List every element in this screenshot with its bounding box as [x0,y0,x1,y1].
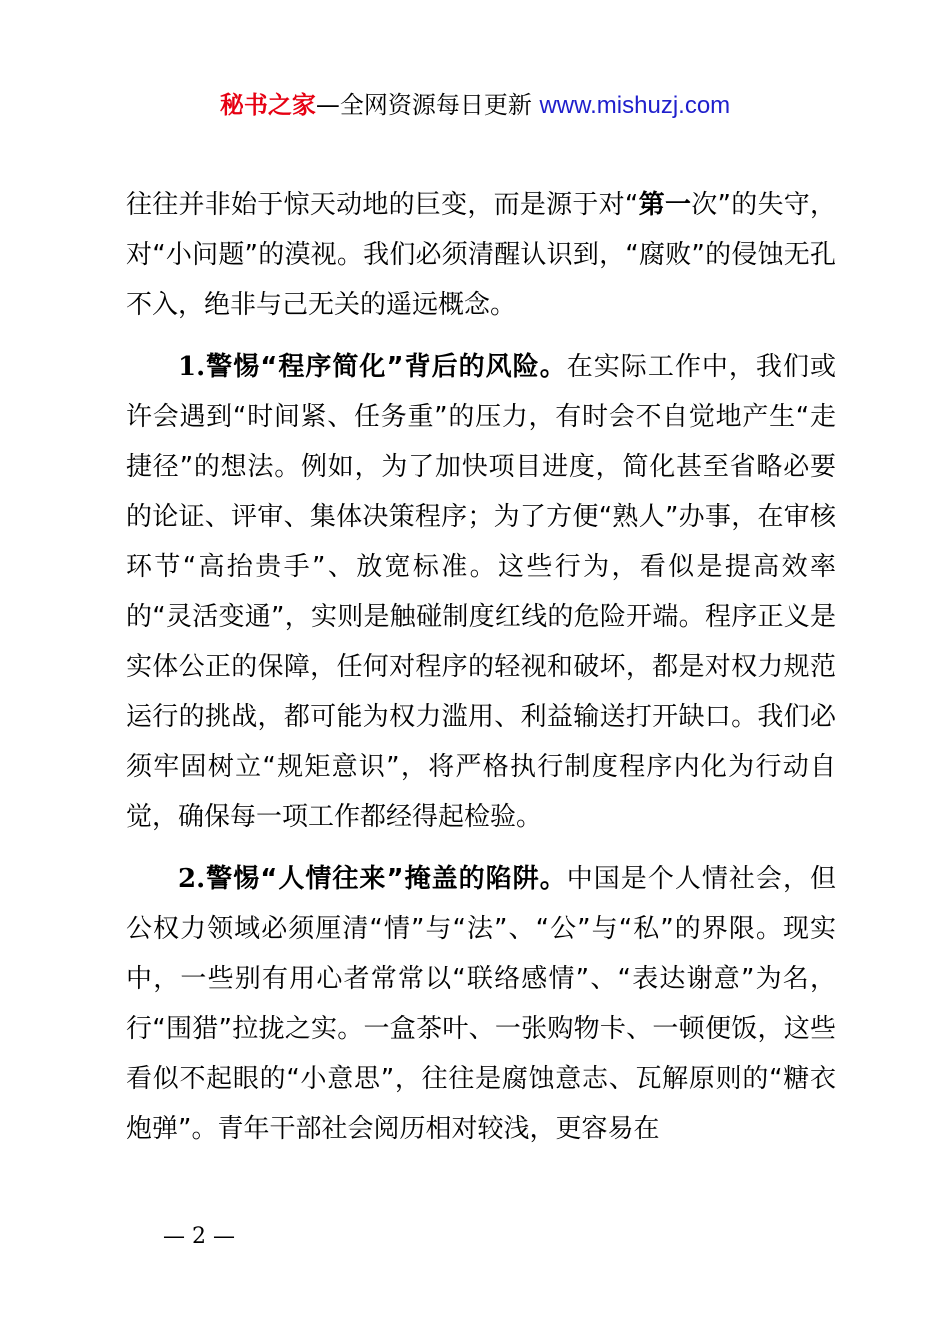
page-number: — 2 — [163,1224,235,1249]
section-number: 2. [178,864,206,894]
paragraph-text: 在实际工作中，我们或许会遇到“时间紧、任务重”的压力，有时会不自觉地产生“走捷径”的想法。例如，为了加快项目进度，简化甚至省略必要的论证、评审、集体决策程序；为了方便“熟人”办事，在审核环节“高抬贵手”、放宽标准。这些行为，看似是提高效率的“灵活变通”，实则是触碰制度红线的危险开端。程序正义是实体公正的保障，任何对程序的轻视和破坏，都是对权力规范运行的挑战，都可能为权力滥用、利益输送打开缺口。我们必须牢固树立“规矩意识”，将严格执行制度程序内化为行动自觉，确保每一项工作都经得起检验。 [126,352,836,832]
site-url-link[interactable]: www.mishuzj.com [539,92,731,119]
header-slogan: —全网资源每日更新 [315,91,540,119]
paragraph-section-1 [126,342,836,842]
paragraph-text: 中国是个人情社会，但公权力领域必须厘清“情”与“法”、“公”与“私”的界限。现实中，一些别有用心者常常以“联络感情”、“表达谢意”为名，行“围猎”拉拢之实。一盒茶叶、一张购物卡、一顿便饭，这些看似不起眼的“小意思”，往往是腐蚀意志、瓦解原则的“糖衣炮弹”。青年干部社会阅历相对较浅，更容易在 [126,864,836,1144]
brand-name: 秘书之家 [219,91,316,119]
paragraph-text: 次”的失守，对“小问题”的漠视。我们必须清醒认识到，“腐败”的侵蚀无孔不入，绝非与己无关的遥远概念。 [126,190,836,320]
document-body [126,180,836,1166]
site-header [0,88,950,123]
section-title: 警惕“人情往来”掩盖的陷阱。 [205,864,567,894]
section-number: 1. [178,352,206,382]
paragraph-section-2 [126,854,836,1154]
section-heading [178,864,567,894]
paragraph-continuation [126,180,836,330]
section-heading [178,352,567,382]
emphasis-text: 第一 [638,190,692,220]
paragraph-text: 往往并非始于惊天动地的巨变，而是源于对“ [126,190,639,220]
section-title: 警惕“程序简化”背后的风险。 [205,352,567,382]
